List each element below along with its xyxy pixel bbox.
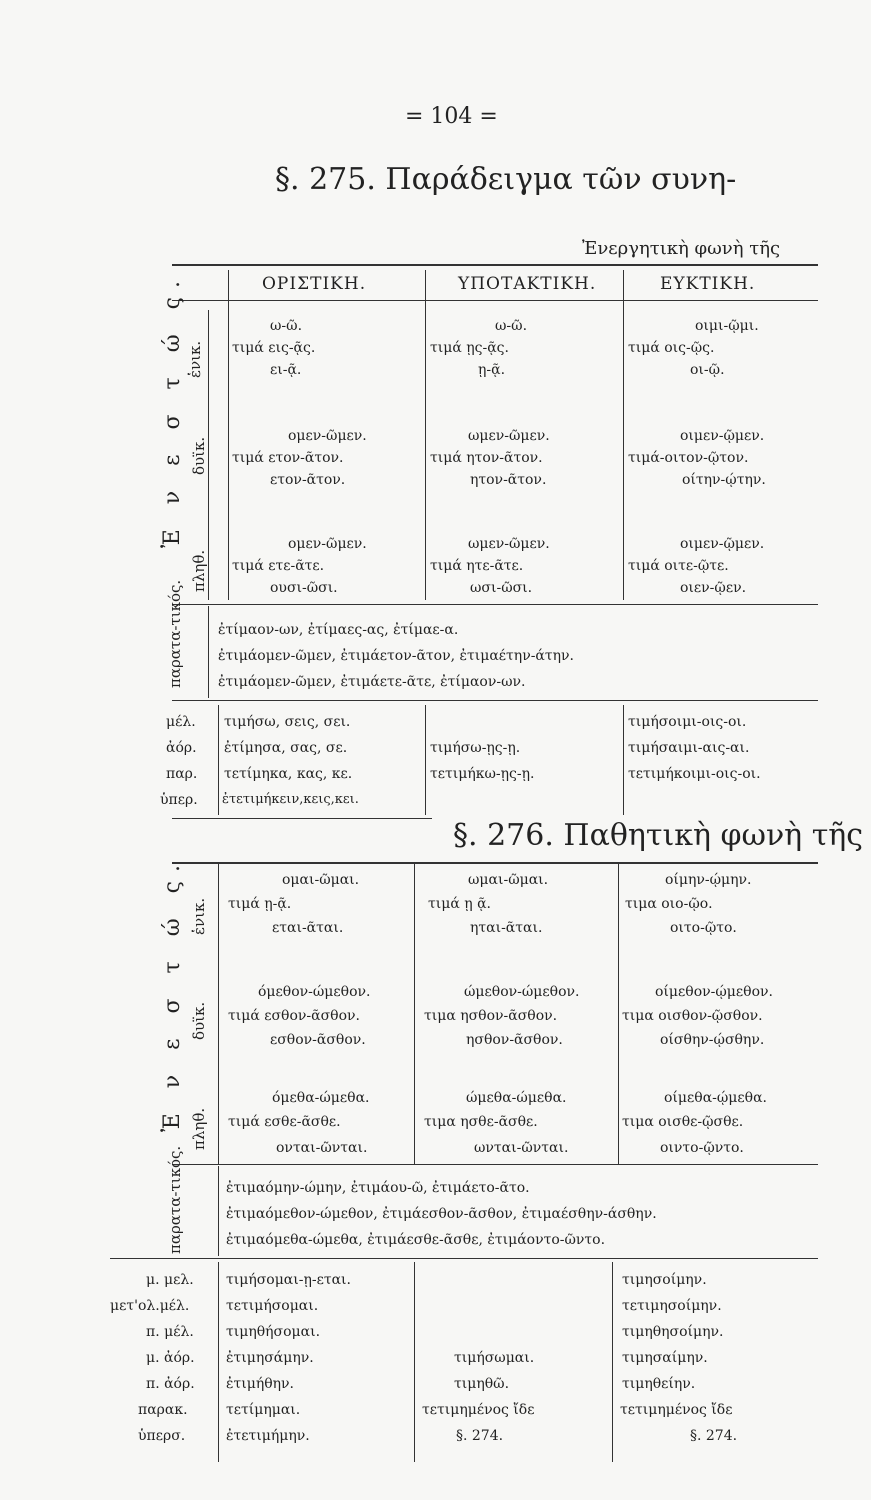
cell: οιμι-ῷμι. [695, 318, 759, 334]
cell: τετίμηκα, κας, κε. [224, 766, 353, 782]
tense-label: π. ἀόρ. [146, 1376, 195, 1392]
cell: τιμά εσθον-ᾶσθον. [228, 1008, 360, 1024]
tense-label: παρ. [166, 766, 198, 782]
cell: τιμήσω, σεις, σει. [224, 714, 351, 730]
passive-plural-label: πληθ. [190, 1107, 208, 1150]
cell: τιμά εις-ᾷς. [232, 340, 316, 356]
header-optative: ΕΥΚΤΙΚΗ. [660, 274, 756, 294]
header-subjunctive: ΥΠΟΤΑΚΤΙΚΗ. [458, 274, 597, 294]
cell: τετιμήσομαι. [226, 1298, 319, 1314]
cell: ω-ῶ. [495, 318, 528, 334]
cell: τιμά ετε-ᾶτε. [232, 558, 325, 574]
cell: τετιμημένος ἴδε [422, 1402, 535, 1418]
page-number: = 104 = [405, 104, 498, 129]
cell: ετον-ᾶτον. [270, 472, 346, 488]
active-singular-label: ἑνικ. [186, 340, 204, 378]
tense-label: ὑπερσ. [138, 1428, 186, 1444]
cell: οίτην-ῴτην. [682, 472, 766, 488]
cell: τιμήσωμαι. [454, 1350, 535, 1366]
cell: ἐτιμήθην. [226, 1376, 295, 1392]
cell: τιμά ῃς-ᾷς. [430, 340, 509, 356]
cell: τιμα ησθε-ᾶσθε. [424, 1114, 538, 1130]
tense-label: ὑπερ. [160, 792, 198, 808]
cell: ωμεν-ῶμεν. [468, 536, 550, 552]
cell: όμεθον-ώμεθον. [258, 984, 371, 1000]
active-dual-label: δυϊκ. [190, 436, 208, 475]
cell: ησθον-ᾶσθον. [466, 1032, 563, 1048]
cell: τιμά ητε-ᾶτε. [430, 558, 524, 574]
cell: τιμηθείην. [622, 1376, 696, 1392]
cell: ηται-ᾶται. [470, 920, 543, 936]
active-present-label: Ἐ ν ε σ τ ώ ς. [160, 272, 185, 548]
cell: ω-ῶ. [270, 318, 303, 334]
cell: τιμά ῃ-ᾷ. [228, 896, 292, 912]
cell: τιμα ησθον-ᾶσθον. [424, 1008, 558, 1024]
cell: τιμα οισθον-ῷσθον. [622, 1008, 763, 1024]
cell: ομαι-ῶμαι. [282, 872, 360, 888]
cell: ομεν-ῶμεν. [288, 428, 367, 444]
cell: εσθον-ᾶσθον. [270, 1032, 366, 1048]
cell: τιμά ῃ ᾷ. [428, 896, 491, 912]
cell: τιμήσαιμι-αις-αι. [628, 740, 750, 756]
active-voice-heading: Ἐνεργητικὴ φωνὴ τῆς [582, 238, 781, 259]
cell: οιντο-ῷντο. [660, 1140, 744, 1156]
cell: §. 274. [456, 1428, 504, 1444]
cell: τιμα οισθε-ῷσθε. [622, 1114, 744, 1130]
cell: ώμεθον-ώμεθον. [464, 984, 580, 1000]
cell: ομεν-ῶμεν. [288, 536, 367, 552]
cell: εται-ᾶται. [272, 920, 344, 936]
passive-imperfect-label: παρατα-τικός. [166, 1145, 184, 1254]
cell: τετιμησοίμην. [622, 1298, 722, 1314]
cell: τιμηθησοίμην. [622, 1324, 724, 1340]
cell: ουσι-ῶσι. [270, 580, 338, 596]
cell: οίμην-ῴμην. [665, 872, 752, 888]
cell: τιμά οις-ῷς. [628, 340, 715, 356]
cell: ωσι-ῶσι. [470, 580, 533, 596]
cell: ωμαι-ῶμαι. [468, 872, 549, 888]
tense-label: ἀόρ. [166, 740, 197, 756]
cell: ητον-ᾶτον. [470, 472, 547, 488]
cell: ώμεθα-ώμεθα. [466, 1090, 567, 1106]
passive-present-label: Ἐ ν ε σ τ ώ ς. [160, 856, 185, 1132]
tense-label: μ. ἀόρ. [146, 1350, 195, 1366]
cell: ἐτετιμήμην. [226, 1428, 310, 1444]
cell: τιμα οιο-ῷο. [625, 896, 713, 912]
cell: ἐτετιμήκειν,κεις,κει. [222, 792, 359, 807]
cell: οιμεν-ῷμεν. [680, 536, 765, 552]
tense-label: μ. μελ. [146, 1272, 194, 1288]
cell: τιμησαίμην. [622, 1350, 708, 1366]
passive-dual-label: δυϊκ. [190, 1001, 208, 1040]
cell: οιμεν-ῷμεν. [680, 428, 765, 444]
cell: οίσθην-ῴσθην. [660, 1032, 765, 1048]
active-imperfect-label: παρατα-τικός. [166, 579, 184, 688]
cell: τιμηθῶ. [454, 1376, 510, 1392]
tense-label: π. μέλ. [146, 1324, 194, 1340]
active-plural-label: πληθ. [190, 549, 208, 592]
cell: οι-ῷ. [690, 362, 725, 378]
tense-label: παρακ. [138, 1402, 188, 1418]
section-276-title: §. 276. Παθητικὴ φωνὴ τῆς [453, 818, 864, 853]
cell: ῃ-ᾷ. [478, 362, 506, 378]
cell: τιμήσοιμι-οις-οι. [628, 714, 747, 730]
cell: §. 274. [690, 1428, 738, 1444]
cell: τιμά εσθε-ᾶσθε. [228, 1114, 341, 1130]
cell: οιτο-ῷτο. [670, 920, 737, 936]
imperfect-line: ἐτίμαον-ων, ἐτίμαες-ας, ἐτίμαε-α. [218, 622, 459, 638]
cell: ωμεν-ῶμεν. [468, 428, 550, 444]
cell: ει-ᾷ. [270, 362, 302, 378]
cell: όμεθα-ώμεθα. [272, 1090, 370, 1106]
cell: ἐτιμησάμην. [226, 1350, 314, 1366]
cell: τιμά ετον-ᾶτον. [232, 450, 344, 466]
cell: οίμεθα-ῴμεθα. [664, 1090, 767, 1106]
cell: τετίμημαι. [226, 1402, 301, 1418]
imperfect-line: ἐτιμαόμεθον-ώμεθον, ἐτιμάεσθον-ᾶσθον, ἐτιμαέσθην-άσθην. [226, 1206, 657, 1222]
cell: τετιμημένος ἴδε [620, 1402, 733, 1418]
cell: ἐτίμησα, σας, σε. [224, 740, 348, 756]
imperfect-line: ἐτιμάομεν-ῶμεν, ἐτιμάετε-ᾶτε, ἐτίμαον-ων. [218, 674, 526, 690]
cell: τιμήσω-ῃς-ῃ. [430, 740, 521, 756]
cell: οιεν-ῷεν. [680, 580, 747, 596]
cell: τιμηθήσομαι. [226, 1324, 321, 1340]
cell: τιμά ητον-ᾶτον. [430, 450, 543, 466]
cell: ωνται-ῶνται. [474, 1140, 569, 1156]
cell: ονται-ῶνται. [276, 1140, 368, 1156]
cell: τιμά οιτε-ῷτε. [628, 558, 729, 574]
cell: τιμά-οιτον-ῷτον. [628, 450, 749, 466]
passive-singular-label: ἑνικ. [190, 897, 208, 935]
tense-label: μετ'ολ.μέλ. [110, 1298, 190, 1314]
cell: τετιμήκω-ῃς-ῃ. [430, 766, 535, 782]
cell: τιμησοίμην. [622, 1272, 707, 1288]
imperfect-line: ἐτιμαόμην-ώμην, ἐτιμάου-ῶ, ἐτιμάετο-ᾶτο. [226, 1180, 530, 1196]
cell: οίμεθον-ῴμεθον. [655, 984, 773, 1000]
imperfect-line: ἐτιμάομεν-ῶμεν, ἐτιμάετον-ᾶτον, ἐτιμαέτην-άτην. [218, 648, 574, 664]
cell: τετιμήκοιμι-οις-οι. [628, 766, 761, 782]
header-indicative: ΟΡΙΣΤΙΚΗ. [262, 274, 367, 294]
cell: τιμήσομαι-ῃ-εται. [226, 1272, 351, 1288]
section-275-title: §. 275. Παράδειγμα τῶν συνη- [275, 162, 737, 197]
imperfect-line: ἐτιμαόμεθα-ώμεθα, ἐτιμάεσθε-ᾶσθε, ἐτιμάοντο-ῶντο. [226, 1232, 606, 1248]
tense-label: μέλ. [166, 714, 196, 730]
